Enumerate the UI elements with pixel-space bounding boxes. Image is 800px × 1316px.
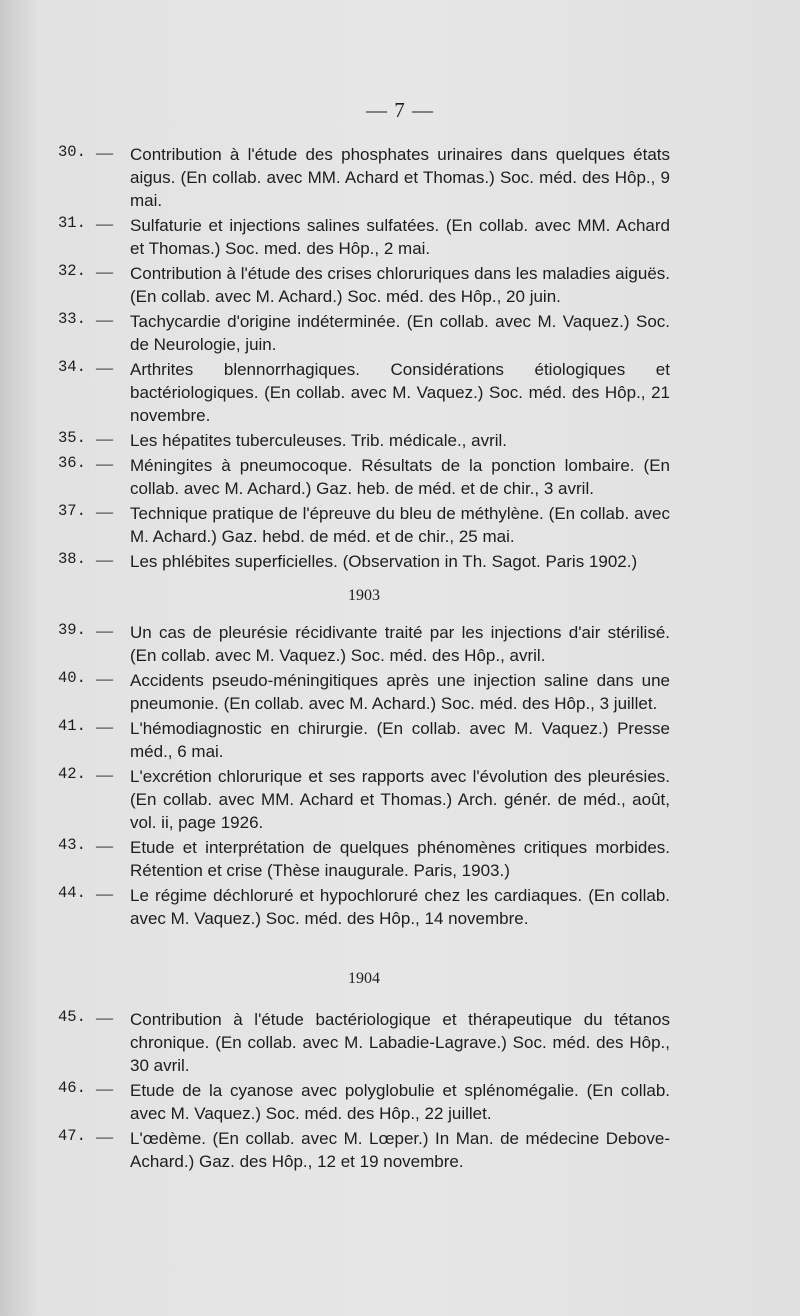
entry-text: L'hémodiagnostic en chirurgie. (En collab. avec M. Vaquez.) Presse méd., 6 mai. <box>130 719 670 761</box>
list-item <box>58 262 670 308</box>
entry-number: 40. <box>58 669 86 687</box>
section <box>58 587 670 930</box>
entry-text: L'œdème. (En collab. avec M. Lœper.) In Man. de médecine Debove-Achard.) Gaz. des Hôp., 12 et 19 novembre. <box>130 1129 670 1171</box>
entry-dash: — <box>96 214 113 233</box>
entry-dash: — <box>96 1008 113 1027</box>
entry-dash: — <box>96 454 113 473</box>
entry-dash: — <box>96 358 113 377</box>
entry-number: 47. <box>58 1127 86 1145</box>
entry-number: 36. <box>58 454 86 472</box>
entry-dash: — <box>96 884 113 903</box>
entry-text: Méningites à pneumocoque. Résultats de la ponction lombaire. (En collab. avec M. Achard.) Gaz. heb. de méd. et de chir., 3 avril. <box>130 456 670 498</box>
year-heading: 1903 <box>348 587 380 604</box>
entry-number: 39. <box>58 621 86 639</box>
list-item <box>58 550 670 573</box>
list-item <box>58 429 670 452</box>
list-item <box>58 358 670 427</box>
entry-text: Technique pratique de l'épreuve du bleu de méthylène. (En collab. avec M. Achard.) Gaz. hebd. de méd. et de chir., 25 mai. <box>130 504 670 546</box>
list-item <box>58 621 670 667</box>
entry-number: 42. <box>58 765 86 783</box>
entry-text: Etude et interprétation de quelques phénomènes critiques morbides. Rétention et crise (Thèse inaugurale. Paris, 1903.) <box>130 838 670 880</box>
list-item <box>58 310 670 356</box>
entry-text: Contribution à l'étude bactériologique et thérapeutique du tétanos chronique. (En collab. avec M. Labadie-Lagrave.) Soc. méd. des Hôp., 30 avril. <box>130 1010 670 1075</box>
entry-text: Un cas de pleurésie récidivante traité par les injections d'air stérilisé. (En collab. avec M. Vaquez.) Soc. méd. des Hôp., avril. <box>130 623 670 665</box>
entry-number: 38. <box>58 550 86 568</box>
entry-text: Accidents pseudo-méningitiques après une injection saline dans une pneumonie. (En collab. avec M. Achard.) Soc. méd. des Hôp., 3 juillet. <box>130 671 670 713</box>
page-number: — 7 — <box>366 98 434 122</box>
entry-text: Sulfaturie et injections salines sulfatées. (En collab. avec MM. Achard et Thomas.) Soc. med. des Hôp., 2 mai. <box>130 216 670 258</box>
entry-number: 32. <box>58 262 86 280</box>
year-heading: 1904 <box>348 970 380 987</box>
entry-dash: — <box>96 143 113 162</box>
entry-dash: — <box>96 550 113 569</box>
list-item <box>58 1079 670 1125</box>
entry-dash: — <box>96 1079 113 1098</box>
entry-number: 41. <box>58 717 86 735</box>
entry-dash: — <box>96 717 113 736</box>
entry-number: 44. <box>58 884 86 902</box>
entry-text: L'excrétion chlorurique et ses rapports avec l'évolution des pleurésies. (En collab. avec MM. Achard et Thomas.) Arch. génér. de méd., août, vol. ii, page 1926. <box>130 767 670 832</box>
entry-text: Les hépatites tuberculeuses. Trib. médicale., avril. <box>130 431 508 450</box>
entry-dash: — <box>96 502 113 521</box>
entry-dash: — <box>96 429 113 448</box>
entry-number: 46. <box>58 1079 86 1097</box>
bibliography-list <box>58 143 670 1175</box>
list-item <box>58 502 670 548</box>
entry-dash: — <box>96 621 113 640</box>
list-item <box>58 1008 670 1077</box>
entry-dash: — <box>96 836 113 855</box>
entry-number: 34. <box>58 358 86 376</box>
section <box>58 143 670 573</box>
entry-dash: — <box>96 669 113 688</box>
entry-dash: — <box>96 765 113 784</box>
entry-dash: — <box>96 310 113 329</box>
entry-number: 37. <box>58 502 86 520</box>
entry-number: 43. <box>58 836 86 854</box>
entry-number: 35. <box>58 429 86 447</box>
list-item <box>58 1127 670 1173</box>
entry-dash: — <box>96 262 113 281</box>
list-item <box>58 214 670 260</box>
entry-text: Les phlébites superficielles. (Observation in Th. Sagot. Paris 1902.) <box>130 552 638 571</box>
entry-number: 31. <box>58 214 86 232</box>
entry-text: Contribution à l'étude des crises chloruriques dans les maladies aiguës. (En collab. avec M. Achard.) Soc. méd. des Hôp., 20 juin. <box>130 264 670 306</box>
list-item <box>58 765 670 834</box>
entry-text: Etude de la cyanose avec polyglobulie et splénomégalie. (En collab. avec M. Vaquez.) Soc. méd. des Hôp., 22 juillet. <box>130 1081 670 1123</box>
list-item <box>58 143 670 212</box>
entry-text: Tachycardie d'origine indéterminée. (En collab. avec M. Vaquez.) Soc. de Neurologie, juin. <box>130 312 670 354</box>
entry-text: Arthrites blennorrhagiques. Considérations étiologiques et bactériologiques. (En collab. avec M. Vaquez.) Soc. méd. des Hôp., 21 novembre. <box>130 360 670 425</box>
list-item <box>58 836 670 882</box>
entry-text: Le régime déchloruré et hypochloruré chez les cardiaques. (En collab. avec M. Vaquez.) Soc. méd. des Hôp., 14 novembre. <box>130 886 670 928</box>
list-item <box>58 669 670 715</box>
list-item <box>58 717 670 763</box>
entry-text: Contribution à l'étude des phosphates urinaires dans quelques états aigus. (En collab. avec MM. Achard et Thomas.) Soc. méd. des Hôp., 9 mai. <box>130 145 670 210</box>
section <box>58 970 670 1173</box>
entry-number: 30. <box>58 143 86 161</box>
entry-number: 45. <box>58 1008 86 1026</box>
list-item <box>58 454 670 500</box>
entry-dash: — <box>96 1127 113 1146</box>
list-item <box>58 884 670 930</box>
entry-number: 33. <box>58 310 86 328</box>
